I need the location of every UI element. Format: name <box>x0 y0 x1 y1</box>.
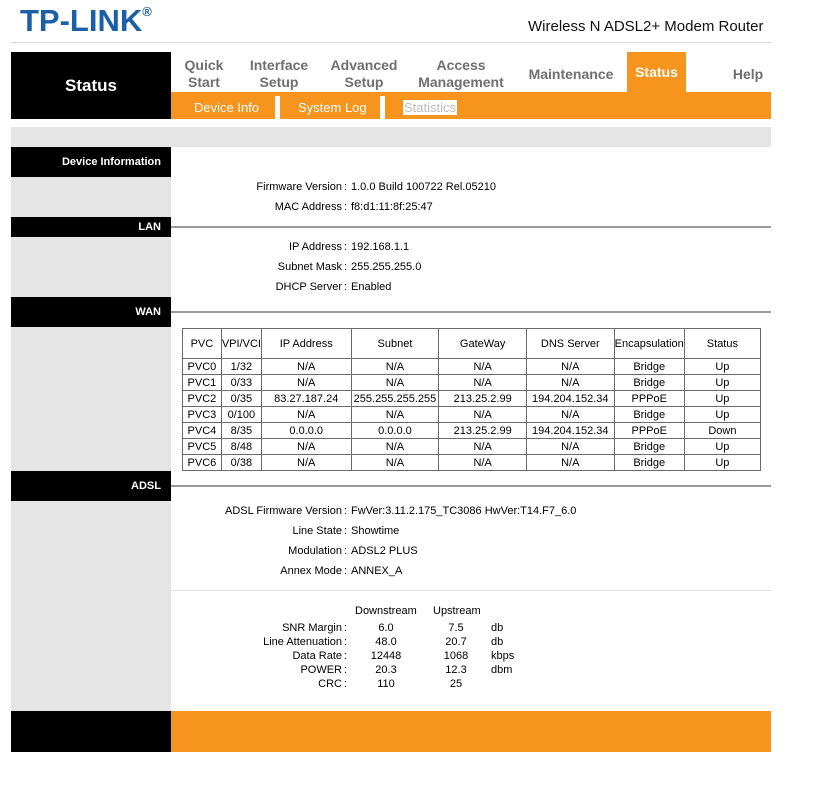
table-cell: 83.27.187.24 <box>261 391 351 407</box>
table-cell: N/A <box>439 407 526 423</box>
colon: : <box>344 636 348 648</box>
section-title: Status <box>65 76 117 95</box>
colon: : <box>344 281 348 293</box>
footer-bar <box>171 711 771 752</box>
table-cell: 0/35 <box>221 391 261 407</box>
lan-mask-value: 255.255.255.0 <box>351 261 422 273</box>
section-label-wan: WAN <box>11 297 171 327</box>
colon: : <box>344 261 348 273</box>
table-cell: N/A <box>261 407 351 423</box>
colon: : <box>344 241 348 253</box>
table-row <box>183 391 761 407</box>
lan-ip-value: 192.168.1.1 <box>351 241 410 253</box>
table-cell: N/A <box>439 455 526 471</box>
stat-upstream: 25 <box>449 678 463 690</box>
table-cell: 0.0.0.0 <box>261 423 351 439</box>
table-cell: PVC1 <box>183 375 222 391</box>
table-cell: PVC6 <box>183 455 222 471</box>
colon: : <box>344 678 348 690</box>
stat-name: CRC <box>318 678 342 690</box>
table-cell: N/A <box>261 455 351 471</box>
colon: : <box>344 505 348 517</box>
menu-status[interactable]: Status <box>627 52 686 92</box>
table-cell: PPPoE <box>614 423 684 439</box>
table-cell: N/A <box>261 359 351 375</box>
submenu-system-log[interactable]: System Log <box>298 100 367 115</box>
column-header: GateWay <box>439 329 526 359</box>
colon: : <box>344 664 348 676</box>
menu-quick-start[interactable]: Quick Start <box>184 57 224 90</box>
table-cell: 194.204.152.34 <box>526 423 614 439</box>
table-cell: 213.25.2.99 <box>439 391 526 407</box>
table-cell: N/A <box>261 439 351 455</box>
table-cell: Bridge <box>614 439 684 455</box>
column-header: VPI/VCI <box>221 329 261 359</box>
submenu-statistics[interactable]: Statistics <box>404 100 457 115</box>
table-header-row <box>183 329 761 359</box>
table-cell: N/A <box>526 407 614 423</box>
dhcp-server-value: Enabled <box>351 281 392 293</box>
table-cell: N/A <box>261 375 351 391</box>
upstream-header: Upstream <box>433 605 481 617</box>
menu-maintenance[interactable]: Maintenance <box>528 65 614 82</box>
table-cell: N/A <box>526 439 614 455</box>
stat-upstream: 1068 <box>443 650 469 662</box>
stats-divider <box>171 590 771 591</box>
table-row <box>183 439 761 455</box>
stat-unit: db <box>491 622 504 634</box>
table-cell: 8/35 <box>221 423 261 439</box>
table-cell: Bridge <box>614 375 684 391</box>
table-cell: N/A <box>351 375 439 391</box>
table-cell: Up <box>684 359 760 375</box>
column-header: Subnet <box>351 329 439 359</box>
table-cell: 0/38 <box>221 455 261 471</box>
adsl-firmware-value: FwVer:3.11.2.175_TC3086 HwVer:T14.F7_6.0 <box>351 505 577 517</box>
table-cell: Bridge <box>614 407 684 423</box>
submenu-separator <box>380 96 385 119</box>
footer-left <box>11 711 171 752</box>
menu-access-management[interactable]: Access Management <box>418 57 504 90</box>
stat-downstream: 6.0 <box>378 622 394 634</box>
wan-table <box>182 328 761 471</box>
menu-help[interactable]: Help <box>732 65 764 82</box>
stat-upstream: 12.3 <box>445 664 467 676</box>
table-row <box>183 423 761 439</box>
stat-upstream: 20.7 <box>445 636 467 648</box>
table-cell: 194.204.152.34 <box>526 391 614 407</box>
table-cell: Up <box>684 391 760 407</box>
table-cell: N/A <box>351 439 439 455</box>
stat-downstream: 20.3 <box>375 664 397 676</box>
table-cell: 1/32 <box>221 359 261 375</box>
table-cell: Down <box>684 423 760 439</box>
column-header: PVC <box>183 329 222 359</box>
header-divider <box>11 42 771 43</box>
submenu-bar <box>171 92 771 119</box>
table-cell: N/A <box>526 455 614 471</box>
column-header: Encapsulation <box>614 329 684 359</box>
table-row <box>183 407 761 423</box>
section-label-lan: LAN <box>11 217 171 237</box>
table-row <box>183 375 761 391</box>
tp-link-logo: TP-LINK® <box>20 3 152 38</box>
mac-address-value: f8:d1:11:8f:25:47 <box>351 201 433 213</box>
content-top-band <box>11 127 771 147</box>
table-cell: PVC3 <box>183 407 222 423</box>
table-cell: PVC2 <box>183 391 222 407</box>
column-header: DNS Server <box>526 329 614 359</box>
table-cell: Up <box>684 439 760 455</box>
section-title-box <box>11 52 171 119</box>
menu-advanced-setup[interactable]: Advanced Setup <box>330 57 398 90</box>
colon: : <box>344 201 348 213</box>
table-cell: N/A <box>439 439 526 455</box>
table-cell: 8/48 <box>221 439 261 455</box>
stat-downstream: 110 <box>377 678 395 690</box>
column-header: IP Address <box>261 329 351 359</box>
table-cell: N/A <box>439 375 526 391</box>
modulation-label: Modulation <box>288 545 342 557</box>
table-cell: N/A <box>526 375 614 391</box>
submenu-device-info[interactable]: Device Info <box>194 100 260 115</box>
lan-mask-label: Subnet Mask <box>277 261 342 273</box>
menu-interface-setup[interactable]: Interface Setup <box>249 57 309 90</box>
stat-unit: dbm <box>491 664 513 676</box>
dhcp-server-label: DHCP Server <box>275 281 342 293</box>
table-row <box>183 455 761 471</box>
submenu-separator <box>275 96 280 119</box>
mac-address-label: MAC Address <box>274 201 342 213</box>
table-cell: N/A <box>439 359 526 375</box>
section-label-adsl: ADSL <box>11 471 171 501</box>
table-cell: Up <box>684 455 760 471</box>
table-cell: 213.25.2.99 <box>439 423 526 439</box>
table-cell: N/A <box>526 359 614 375</box>
downstream-header: Downstream <box>355 605 417 617</box>
stat-upstream: 7.5 <box>448 622 464 634</box>
annex-mode-value: ANNEX_A <box>351 565 403 577</box>
modulation-value: ADSL2 PLUS <box>351 545 418 557</box>
section-divider <box>171 485 771 487</box>
colon: : <box>344 622 348 634</box>
stat-name: SNR Margin <box>282 622 342 634</box>
stat-name: Line Attenuation <box>263 636 342 648</box>
table-cell: N/A <box>351 407 439 423</box>
table-cell: N/A <box>351 455 439 471</box>
table-row <box>183 359 761 375</box>
firmware-version-value: 1.0.0 Build 100722 Rel.05210 <box>351 181 496 193</box>
column-header: Status <box>684 329 760 359</box>
section-label-device-information: Device Information <box>11 147 171 177</box>
section-divider <box>171 311 771 313</box>
product-name: Wireless N ADSL2+ Modem Router <box>528 18 764 35</box>
adsl-firmware-label: ADSL Firmware Version <box>225 505 342 517</box>
stat-unit: db <box>491 636 504 648</box>
stat-name: POWER <box>300 664 342 676</box>
firmware-version-label: Firmware Version <box>256 181 342 193</box>
table-cell: Bridge <box>614 359 684 375</box>
section-divider <box>171 226 771 228</box>
lan-ip-label: IP Address <box>289 241 342 253</box>
colon: : <box>344 545 348 557</box>
colon: : <box>344 181 348 193</box>
table-cell: PVC0 <box>183 359 222 375</box>
stat-name: Data Rate <box>292 650 342 662</box>
line-state-value: Showtime <box>351 525 400 537</box>
table-cell: Up <box>684 407 760 423</box>
table-cell: 255.255.255.255 <box>351 391 439 407</box>
colon: : <box>344 525 348 537</box>
table-cell: Bridge <box>614 455 684 471</box>
stat-downstream: 12448 <box>370 650 402 662</box>
stat-downstream: 48.0 <box>375 636 397 648</box>
annex-mode-label: Annex Mode <box>280 565 342 577</box>
table-cell: PVC5 <box>183 439 222 455</box>
table-cell: 0/33 <box>221 375 261 391</box>
stat-unit: kbps <box>491 650 515 662</box>
table-cell: Up <box>684 375 760 391</box>
table-cell: N/A <box>351 359 439 375</box>
table-cell: 0/100 <box>221 407 261 423</box>
colon: : <box>344 650 348 662</box>
table-cell: PVC4 <box>183 423 222 439</box>
table-cell: PPPoE <box>614 391 684 407</box>
table-cell: 0.0.0.0 <box>351 423 439 439</box>
colon: : <box>344 565 348 577</box>
line-state-label: Line State <box>292 525 342 537</box>
